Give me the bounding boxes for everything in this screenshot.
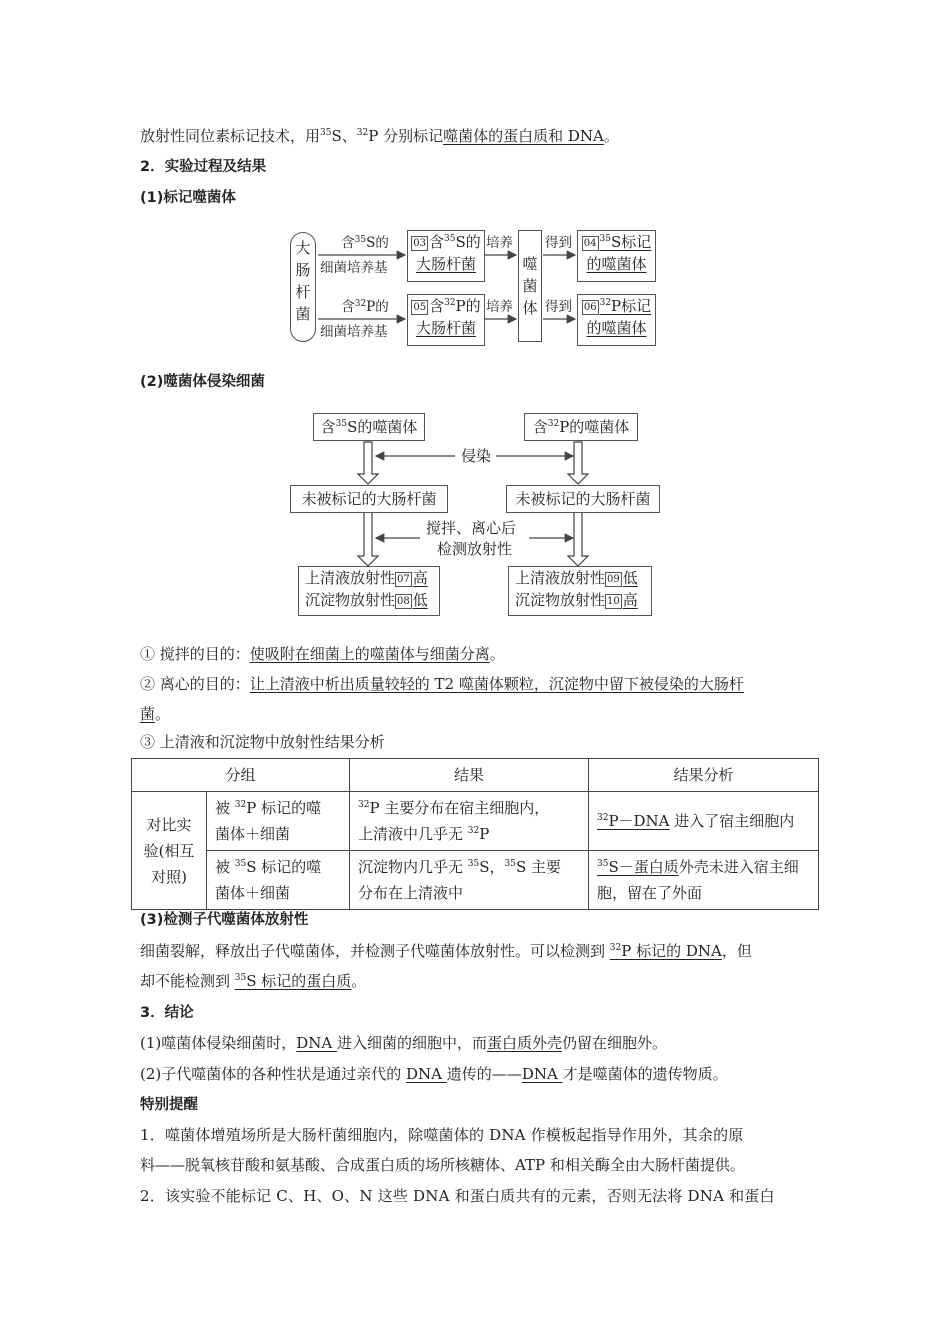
char: 肠 bbox=[295, 261, 311, 279]
answer-number: 07 bbox=[397, 573, 410, 585]
answer: 菌 bbox=[140, 705, 156, 723]
result-table bbox=[131, 758, 819, 910]
text: 。 bbox=[489, 645, 505, 663]
text: 仍留在细胞外。 bbox=[562, 1034, 668, 1052]
subsection-1-title: (1)标记噬菌体 bbox=[140, 190, 236, 206]
text: 含 bbox=[341, 235, 355, 251]
sup: 35 bbox=[504, 859, 516, 869]
infect-label: 侵染 bbox=[461, 447, 492, 465]
text: 沉淀物内几乎无 bbox=[357, 858, 468, 876]
box-unlabeled-2: 未被标记的大肠杆菌 bbox=[506, 485, 660, 513]
text: S 标记的噬 bbox=[246, 858, 322, 876]
row2-group bbox=[207, 851, 350, 910]
medium-p-label-2: 细菌培养基 bbox=[320, 324, 388, 340]
text: 外壳未进入宿主细 bbox=[678, 858, 799, 876]
text: 胞，留在了外面 bbox=[596, 884, 702, 902]
answer: P标记 bbox=[611, 297, 652, 315]
conclusion-2 bbox=[140, 1064, 728, 1084]
answer: 的噬菌体 bbox=[586, 255, 647, 273]
answer: 蛋白质外壳 bbox=[487, 1034, 563, 1052]
row1-result bbox=[349, 792, 588, 851]
answer: DNA bbox=[521, 1065, 563, 1083]
stir-label-1: 搅拌、离心后 bbox=[426, 519, 517, 537]
table-header bbox=[132, 759, 819, 792]
get-label-2: 得到 bbox=[545, 299, 572, 315]
row1-analysis bbox=[588, 792, 818, 851]
text: S的噬菌体 bbox=[347, 418, 418, 436]
answer: 噬菌体的蛋白质和 DNA bbox=[443, 127, 604, 145]
answer-number: 05 bbox=[413, 301, 427, 313]
char: 大 bbox=[295, 239, 311, 257]
group-label bbox=[132, 792, 207, 910]
medium-s-label-2: 细菌培养基 bbox=[320, 260, 388, 276]
stir-label-2: 检测放射性 bbox=[437, 540, 513, 558]
sup: 35 bbox=[320, 128, 332, 138]
text: 含 bbox=[532, 418, 548, 436]
text: 进入了宿主细胞内 bbox=[669, 812, 795, 830]
box-p-phage bbox=[524, 413, 638, 441]
text: 菌体＋细菌 bbox=[215, 884, 291, 902]
text: S、 bbox=[331, 127, 357, 145]
char: 噬 bbox=[522, 255, 538, 273]
sup: 35 bbox=[354, 235, 367, 245]
table-row bbox=[132, 792, 819, 851]
culture-label-1: 培养 bbox=[486, 235, 513, 251]
sup: 32 bbox=[356, 128, 369, 138]
answer-number: 03 bbox=[413, 237, 426, 249]
table-row bbox=[132, 851, 819, 910]
text: 上清液放射性 bbox=[515, 569, 606, 587]
text: P 主要分布在宿主细胞内， bbox=[369, 799, 550, 817]
text: (1)噬菌体侵染细菌时， bbox=[140, 1034, 297, 1052]
text: 才是噬菌体的遗传物质。 bbox=[562, 1065, 728, 1083]
char: 菌 bbox=[522, 277, 538, 295]
sup: 32 bbox=[599, 298, 612, 308]
sup: 32 bbox=[467, 826, 480, 836]
text: 。 bbox=[603, 127, 619, 145]
text: S的 bbox=[366, 235, 389, 251]
answer: S－蛋白质 bbox=[608, 858, 679, 876]
sup: 35 bbox=[596, 859, 609, 869]
text: ① 搅拌的目的： bbox=[140, 645, 250, 663]
culture-label-2: 培养 bbox=[486, 299, 513, 315]
text: 遗传的—— bbox=[446, 1065, 522, 1083]
box-result-right bbox=[508, 566, 652, 616]
text: 。 bbox=[155, 705, 171, 723]
text: S， bbox=[479, 858, 505, 876]
text: P的 bbox=[366, 299, 389, 315]
sup: 35 bbox=[234, 973, 247, 983]
purpose-stir bbox=[140, 644, 505, 664]
answer: 让上清液中析出质量较轻的 T2 噬菌体颗粒，沉淀物中留下被侵染的大肠杆 bbox=[249, 675, 744, 693]
answer-number: 10 bbox=[607, 595, 620, 607]
text: 。 bbox=[351, 972, 367, 990]
text: 上清液中几乎无 bbox=[357, 825, 468, 843]
analysis-title: ③ 上清液和沉淀物中放射性结果分析 bbox=[140, 733, 385, 751]
header-group: 分组 bbox=[132, 759, 350, 792]
purpose-centrifuge bbox=[140, 674, 744, 694]
tip-2-line-1: 2．该实验不能标记 C、H、O、N 这些 DNA 和蛋白质共有的元素，否则无法将 DNA 和蛋白 bbox=[140, 1187, 775, 1205]
box-unlabeled-1: 未被标记的大肠杆菌 bbox=[290, 485, 448, 513]
text: ② 离心的目的： bbox=[140, 675, 250, 693]
header-result: 结果 bbox=[349, 759, 588, 792]
char: 杆 bbox=[295, 283, 311, 301]
char: 菌 bbox=[295, 305, 311, 323]
answer-number: 09 bbox=[607, 573, 620, 585]
sup: 35 bbox=[467, 859, 480, 869]
text: P 分别标记 bbox=[368, 127, 444, 145]
sup: 32 bbox=[609, 943, 622, 953]
char: 体 bbox=[522, 299, 538, 317]
text: 验(相互 bbox=[143, 841, 195, 860]
text: 分布在上清液中 bbox=[357, 884, 463, 902]
conclusion-1 bbox=[140, 1033, 667, 1053]
text: 进入细菌的细胞中，而 bbox=[337, 1034, 488, 1052]
header-analysis: 结果分析 bbox=[588, 759, 818, 792]
intro-text: 放射性同位素标记技术，用 bbox=[140, 127, 321, 145]
row1-group bbox=[207, 792, 350, 851]
answer: 大肠杆菌 bbox=[415, 255, 476, 273]
answer: DNA bbox=[406, 1065, 447, 1083]
answer-number: 06 bbox=[583, 301, 597, 313]
text: 含 bbox=[429, 297, 445, 315]
sup: 32 bbox=[596, 813, 609, 823]
text: P bbox=[479, 825, 490, 843]
text: 细菌裂解，释放出子代噬菌体，并检测子代噬菌体放射性。可以检测到 bbox=[140, 942, 610, 960]
purpose-centrifuge-2 bbox=[140, 704, 170, 724]
text: P的噬菌体 bbox=[559, 418, 630, 436]
sup: 35 bbox=[599, 234, 611, 244]
text: 对比实 bbox=[146, 815, 192, 834]
text: 被 bbox=[215, 858, 235, 876]
section-3-title: 3．结论 bbox=[140, 1005, 194, 1021]
tips-title: 特别提醒 bbox=[140, 1097, 198, 1113]
answer: 高 bbox=[412, 569, 428, 587]
answer: P－DNA bbox=[608, 812, 670, 830]
text: ，但 bbox=[721, 942, 752, 960]
text: 菌体＋细菌 bbox=[215, 825, 291, 843]
answer: DNA bbox=[296, 1034, 338, 1052]
text: 含 bbox=[428, 233, 444, 251]
tip-1-line-1: 1．噬菌体增殖场所是大肠杆菌细胞内，除噬菌体的 DNA 作模板起指导作用外，其余的原 bbox=[140, 1126, 744, 1144]
sup: 32 bbox=[234, 800, 247, 810]
answer: 大肠杆菌 bbox=[415, 319, 476, 337]
row2-analysis bbox=[588, 851, 818, 910]
answer: S标记 bbox=[610, 233, 652, 251]
text: S 主要 bbox=[515, 858, 561, 876]
text: 被 bbox=[215, 799, 235, 817]
text: 沉淀物放射性 bbox=[305, 591, 396, 609]
answer: 的噬菌体 bbox=[586, 319, 647, 337]
section-2-title: 2．实验过程及结果 bbox=[140, 159, 267, 175]
subsection-2-title: (2)噬菌体侵染细菌 bbox=[140, 374, 265, 390]
text: 上清液放射性 bbox=[305, 569, 396, 587]
get-label-1: 得到 bbox=[545, 235, 572, 251]
sup: 35 bbox=[335, 419, 348, 429]
sup: 32 bbox=[357, 800, 370, 810]
answer: S 标记的蛋白质 bbox=[246, 972, 352, 990]
text: 却不能检测到 bbox=[140, 972, 235, 990]
answer: 高 bbox=[622, 591, 638, 609]
answer: 使吸附在细菌上的噬菌体与细菌分离 bbox=[249, 645, 490, 663]
text: 对照) bbox=[151, 867, 187, 886]
sup: 32 bbox=[354, 299, 367, 309]
sub3-line-2 bbox=[140, 971, 366, 991]
subsection-3-title: (3)检测子代噬菌体放射性 bbox=[140, 912, 309, 928]
answer: 低 bbox=[622, 569, 638, 587]
text: 沉淀物放射性 bbox=[515, 591, 606, 609]
box-result-left bbox=[298, 566, 440, 616]
tip-1-line-2: 料——脱氧核苷酸和氨基酸、合成蛋白质的场所核糖体、ATP 和相关酶全由大肠杆菌提供。 bbox=[140, 1156, 745, 1174]
text: 含 bbox=[341, 299, 355, 315]
sub3-line-1 bbox=[140, 941, 752, 961]
text: 含 bbox=[320, 418, 336, 436]
sup: 35 bbox=[444, 234, 456, 244]
sup: 35 bbox=[234, 859, 247, 869]
sup: 32 bbox=[547, 419, 560, 429]
row2-result bbox=[349, 851, 588, 910]
answer-number: 04 bbox=[583, 237, 597, 249]
text: S的 bbox=[455, 233, 481, 251]
text: P 标记的噬 bbox=[246, 799, 322, 817]
text: P的 bbox=[455, 297, 481, 315]
box-s-phage bbox=[313, 413, 425, 441]
answer: 低 bbox=[412, 591, 428, 609]
answer-number: 08 bbox=[397, 595, 410, 607]
text: (2)子代噬菌体的各种性状是通过亲代的 bbox=[140, 1065, 407, 1083]
sup: 32 bbox=[444, 298, 456, 308]
answer: P 标记的 DNA bbox=[621, 942, 722, 960]
